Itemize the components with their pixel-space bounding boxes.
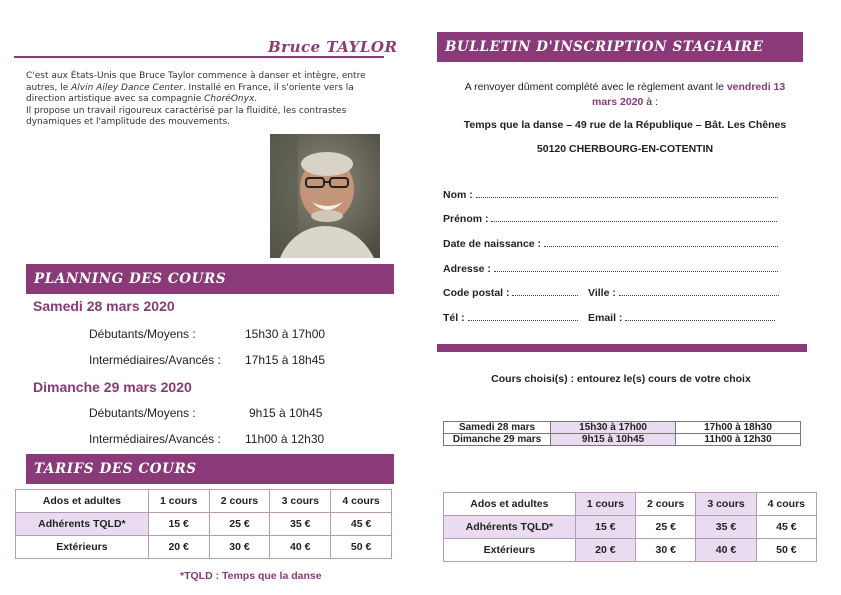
bulletin-banner	[437, 32, 803, 62]
table-row	[16, 513, 392, 536]
input-line[interactable]	[494, 263, 778, 272]
return-text-2: à :	[643, 96, 658, 108]
table-cell: 50 €	[331, 536, 392, 559]
bio-italic-1: Alvin Ailey Dance Center	[71, 82, 183, 93]
field-label: Email :	[588, 312, 623, 324]
bio-text-2: . Installé en France, il s'oriente vers la direction artistique avec sa compagnie	[26, 82, 354, 104]
field-label: Tél :	[443, 312, 465, 324]
table-cell: 40 €	[696, 539, 756, 562]
input-line[interactable]	[619, 287, 779, 296]
table-cell: Extérieurs	[16, 536, 149, 559]
table-cell: 35 €	[270, 513, 331, 536]
bulletin-tarifs-table	[443, 492, 817, 562]
table-header-cell[interactable]: 1 cours	[575, 493, 635, 516]
bulletin-title: BULLETIN D'INSCRIPTION STAGIAIRE	[445, 39, 764, 55]
table-cell: Extérieurs	[444, 539, 576, 562]
table-header-cell: 3 cours	[270, 490, 331, 513]
field-nom[interactable]	[443, 189, 778, 201]
field-label: Ville :	[588, 287, 616, 299]
course-choice-instruction: Cours choisi(s) : entourez le(s) cours de votre choix	[491, 373, 751, 385]
name-underline	[14, 56, 384, 58]
table-cell: 50 €	[756, 539, 816, 562]
table-row	[444, 434, 801, 446]
bio-text-3: .	[254, 94, 258, 104]
table-cell: 20 €	[148, 536, 209, 559]
input-line[interactable]	[544, 238, 778, 247]
bio-paragraph-2: Il propose un travail rigoureux caractérisé par la fluidité, les contrastes dynamiques et l'amplitude des mouvements.	[26, 105, 347, 127]
table-cell: Adhérents TQLD*	[16, 513, 149, 536]
course-slot[interactable]: 11h00 à 12h30	[676, 434, 801, 446]
course-time: 17h15 à 18h45	[245, 353, 326, 367]
field-ville[interactable]	[588, 287, 779, 299]
course-choice-table	[443, 421, 801, 446]
table-cell: 30 €	[209, 536, 270, 559]
return-text-1: A renvoyer dûment complété avec le règlement avant le	[464, 81, 727, 93]
input-line[interactable]	[468, 312, 578, 321]
table-cell: 20 €	[575, 539, 635, 562]
return-date-2: mars 2020	[592, 96, 644, 108]
input-line[interactable]	[491, 213, 777, 222]
planning-banner	[26, 264, 394, 294]
portrait-illustration	[270, 134, 380, 258]
bio-paragraph-1	[26, 71, 386, 106]
table-row	[16, 536, 392, 559]
table-header-cell: 1 cours	[148, 490, 209, 513]
table-cell: 40 €	[270, 536, 331, 559]
table-header-cell: 4 cours	[331, 490, 392, 513]
input-line[interactable]	[512, 287, 578, 296]
table-cell: 25 €	[209, 513, 270, 536]
table-cell: 35 €	[696, 516, 756, 539]
course-time: 11h00 à 12h30	[245, 432, 325, 446]
return-date-1: vendredi 13	[726, 81, 786, 93]
tqld-footnote: *TQLD : Temps que la danse	[180, 570, 322, 582]
table-cell: 25 €	[636, 516, 696, 539]
instructor-photo	[270, 134, 380, 258]
field-label: Prénom :	[443, 213, 489, 225]
course-time: 15h30 à 17h00	[245, 327, 326, 341]
table-cell: 45 €	[756, 516, 816, 539]
field-code-postal[interactable]	[443, 287, 578, 299]
section-divider	[437, 344, 807, 352]
input-line[interactable]	[476, 189, 778, 198]
field-date-naissance[interactable]	[443, 238, 778, 250]
table-cell: 45 €	[331, 513, 392, 536]
table-header-cell: 2 cours	[209, 490, 270, 513]
table-header-cell: Ados et adultes	[444, 493, 576, 516]
table-row	[16, 490, 392, 513]
field-tel[interactable]	[443, 312, 578, 324]
day-title-sunday: Dimanche 29 mars 2020	[33, 379, 192, 395]
postal-city: 50120 CHERBOURG-EN-COTENTIN	[536, 143, 714, 155]
field-adresse[interactable]	[443, 263, 778, 275]
postal-address: Temps que la danse – 49 rue de la République – Bât. Les Chênes	[463, 119, 787, 131]
instructor-bio	[26, 71, 386, 129]
field-label: Adresse :	[443, 263, 491, 275]
return-instructions	[440, 80, 810, 110]
planning-title: PLANNING DES COURS	[34, 271, 227, 287]
table-row	[444, 422, 801, 434]
course-label: Intermédiaires/Avancés :	[89, 353, 221, 367]
field-label: Date de naissance :	[443, 238, 542, 250]
table-header-cell[interactable]: 2 cours	[636, 493, 696, 516]
tarifs-banner	[26, 454, 394, 484]
field-email[interactable]	[588, 312, 775, 324]
field-prenom[interactable]	[443, 213, 777, 225]
tarifs-table	[15, 489, 392, 559]
bio-italic-2: ChoréOnyx	[204, 94, 255, 104]
instructor-name: Bruce TAYLOR	[268, 38, 398, 56]
tarifs-title: TARIFS DES COURS	[34, 461, 197, 477]
course-label: Débutants/Moyens :	[89, 406, 196, 420]
input-line[interactable]	[625, 312, 775, 321]
course-label: Débutants/Moyens :	[89, 327, 196, 341]
table-cell: 15 €	[148, 513, 209, 536]
field-label: Nom :	[443, 189, 473, 201]
table-header-cell[interactable]: 3 cours	[696, 493, 756, 516]
table-row	[444, 493, 817, 516]
table-row	[444, 516, 817, 539]
table-row	[444, 539, 817, 562]
table-cell: Dimanche 29 mars	[444, 434, 551, 446]
table-cell: 15 €	[575, 516, 635, 539]
course-slot[interactable]: 17h00 à 18h30	[676, 422, 801, 434]
bio-text-1: C'est aux États-Unis que Bruce Taylor commence à danser et intègre, entre autres, le	[26, 71, 366, 93]
table-cell: 30 €	[636, 539, 696, 562]
course-slot[interactable]: 15h30 à 17h00	[551, 422, 676, 434]
course-time: 9h15 à 10h45	[249, 406, 323, 420]
day-title-saturday: Samedi 28 mars 2020	[33, 298, 175, 314]
table-header-cell[interactable]: 4 cours	[756, 493, 816, 516]
table-cell: Samedi 28 mars	[444, 422, 551, 434]
course-slot[interactable]: 9h15 à 10h45	[551, 434, 676, 446]
course-label: Intermédiaires/Avancés :	[89, 432, 221, 446]
table-header-cell: Ados et adultes	[16, 490, 149, 513]
table-cell: Adhérents TQLD*	[444, 516, 576, 539]
field-label: Code postal :	[443, 287, 510, 299]
